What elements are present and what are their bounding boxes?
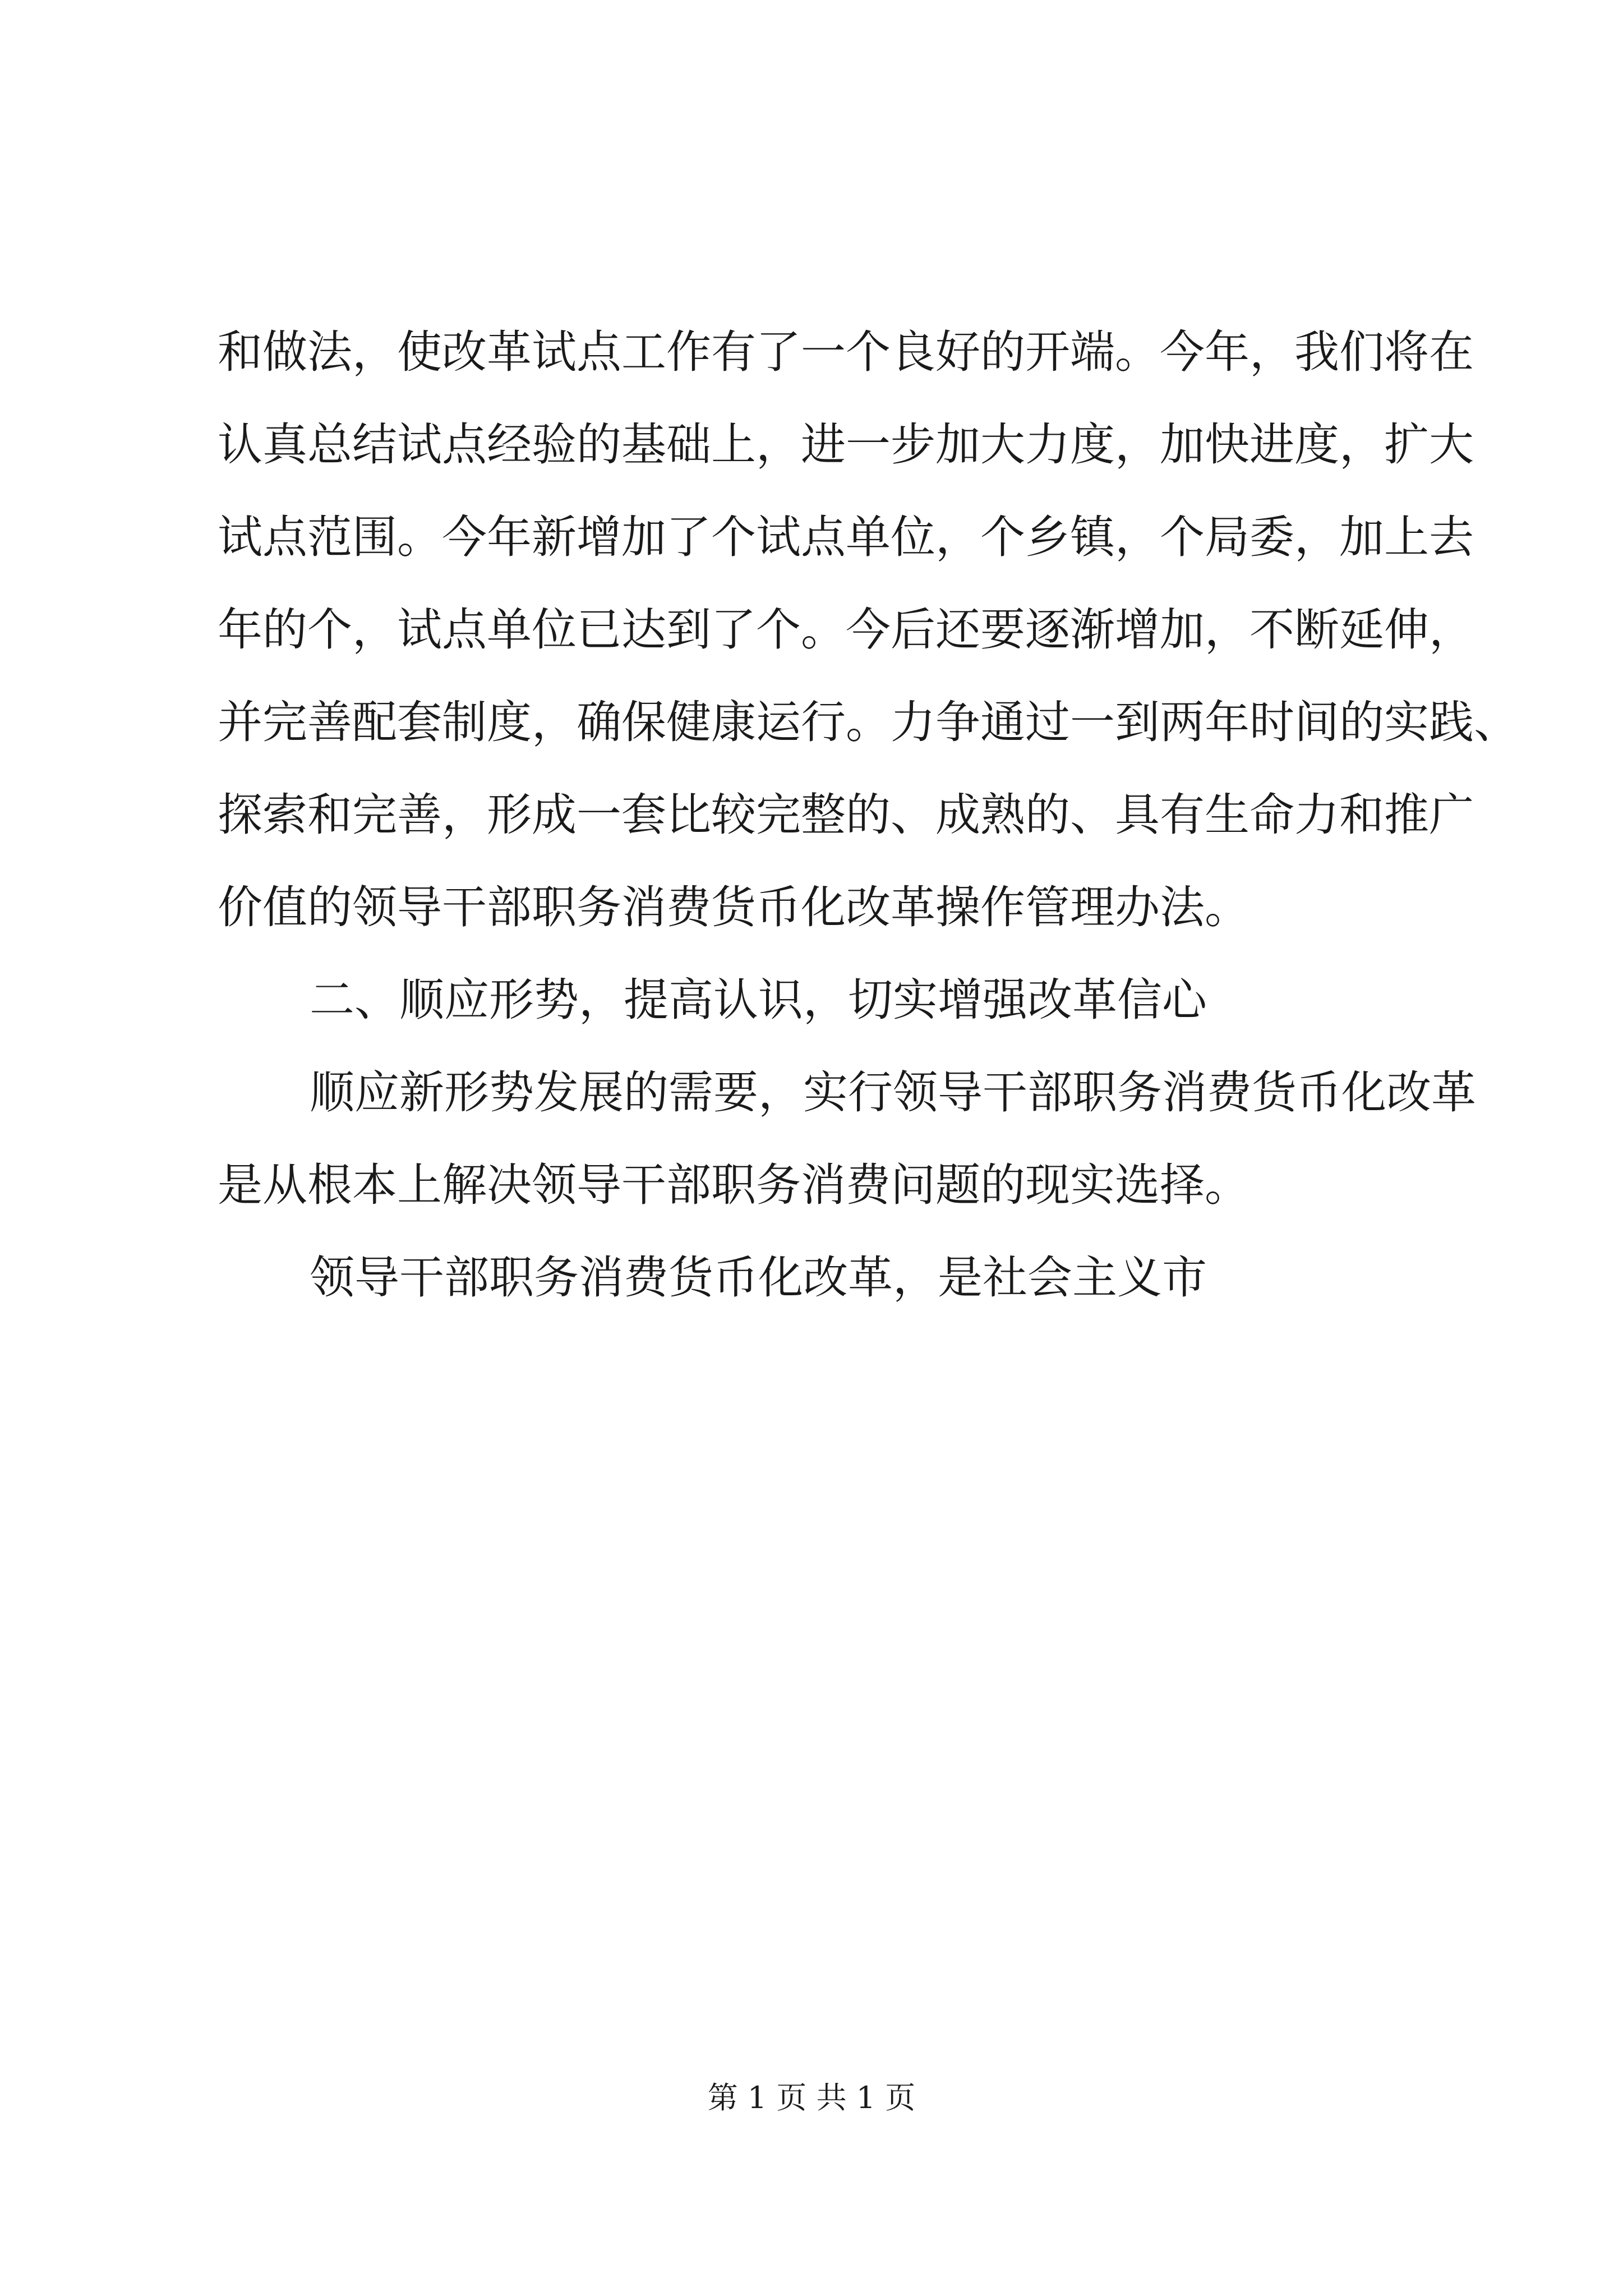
text-line: 并完善配套制度，确保健康运行。力争通过一到两年时间的实践、 [218,696,1519,748]
document-body [218,306,1519,1324]
text-line: 认真总结试点经验的基础上，进一步加大力度，加快进度，扩大 [218,418,1474,471]
text-line: 探索和完善，形成一套比较完整的、成熟的、具有生命力和推广 [218,789,1474,841]
text-line: 年的个，试点单位已达到了个。今后还要逐渐增加，不断延伸， [218,604,1474,656]
text-line: 价值的领导干部职务消费货币化改革操作管理办法。 [218,881,1249,933]
text-line: 顺应新形势发展的需要，实行领导干部职务消费货币化改革 [310,1066,1476,1119]
page-number-footer: 第 1 页 共 1 页 [707,2080,916,2115]
text-line: 和做法，使改革试点工作有了一个良好的开端。今年，我们将在 [218,326,1474,378]
text-line: 是从根本上解决领导干部职务消费问题的现实选择。 [218,1159,1249,1211]
section-heading: 二、顺应形势，提高认识，切实增强改革信心 [310,974,1207,1026]
text-line: 试点范围。今年新增加了个试点单位，个乡镇，个局委，加上去 [218,511,1474,563]
text-line: 领导干部职务消费货币化改革，是社会主义市 [310,1251,1207,1304]
